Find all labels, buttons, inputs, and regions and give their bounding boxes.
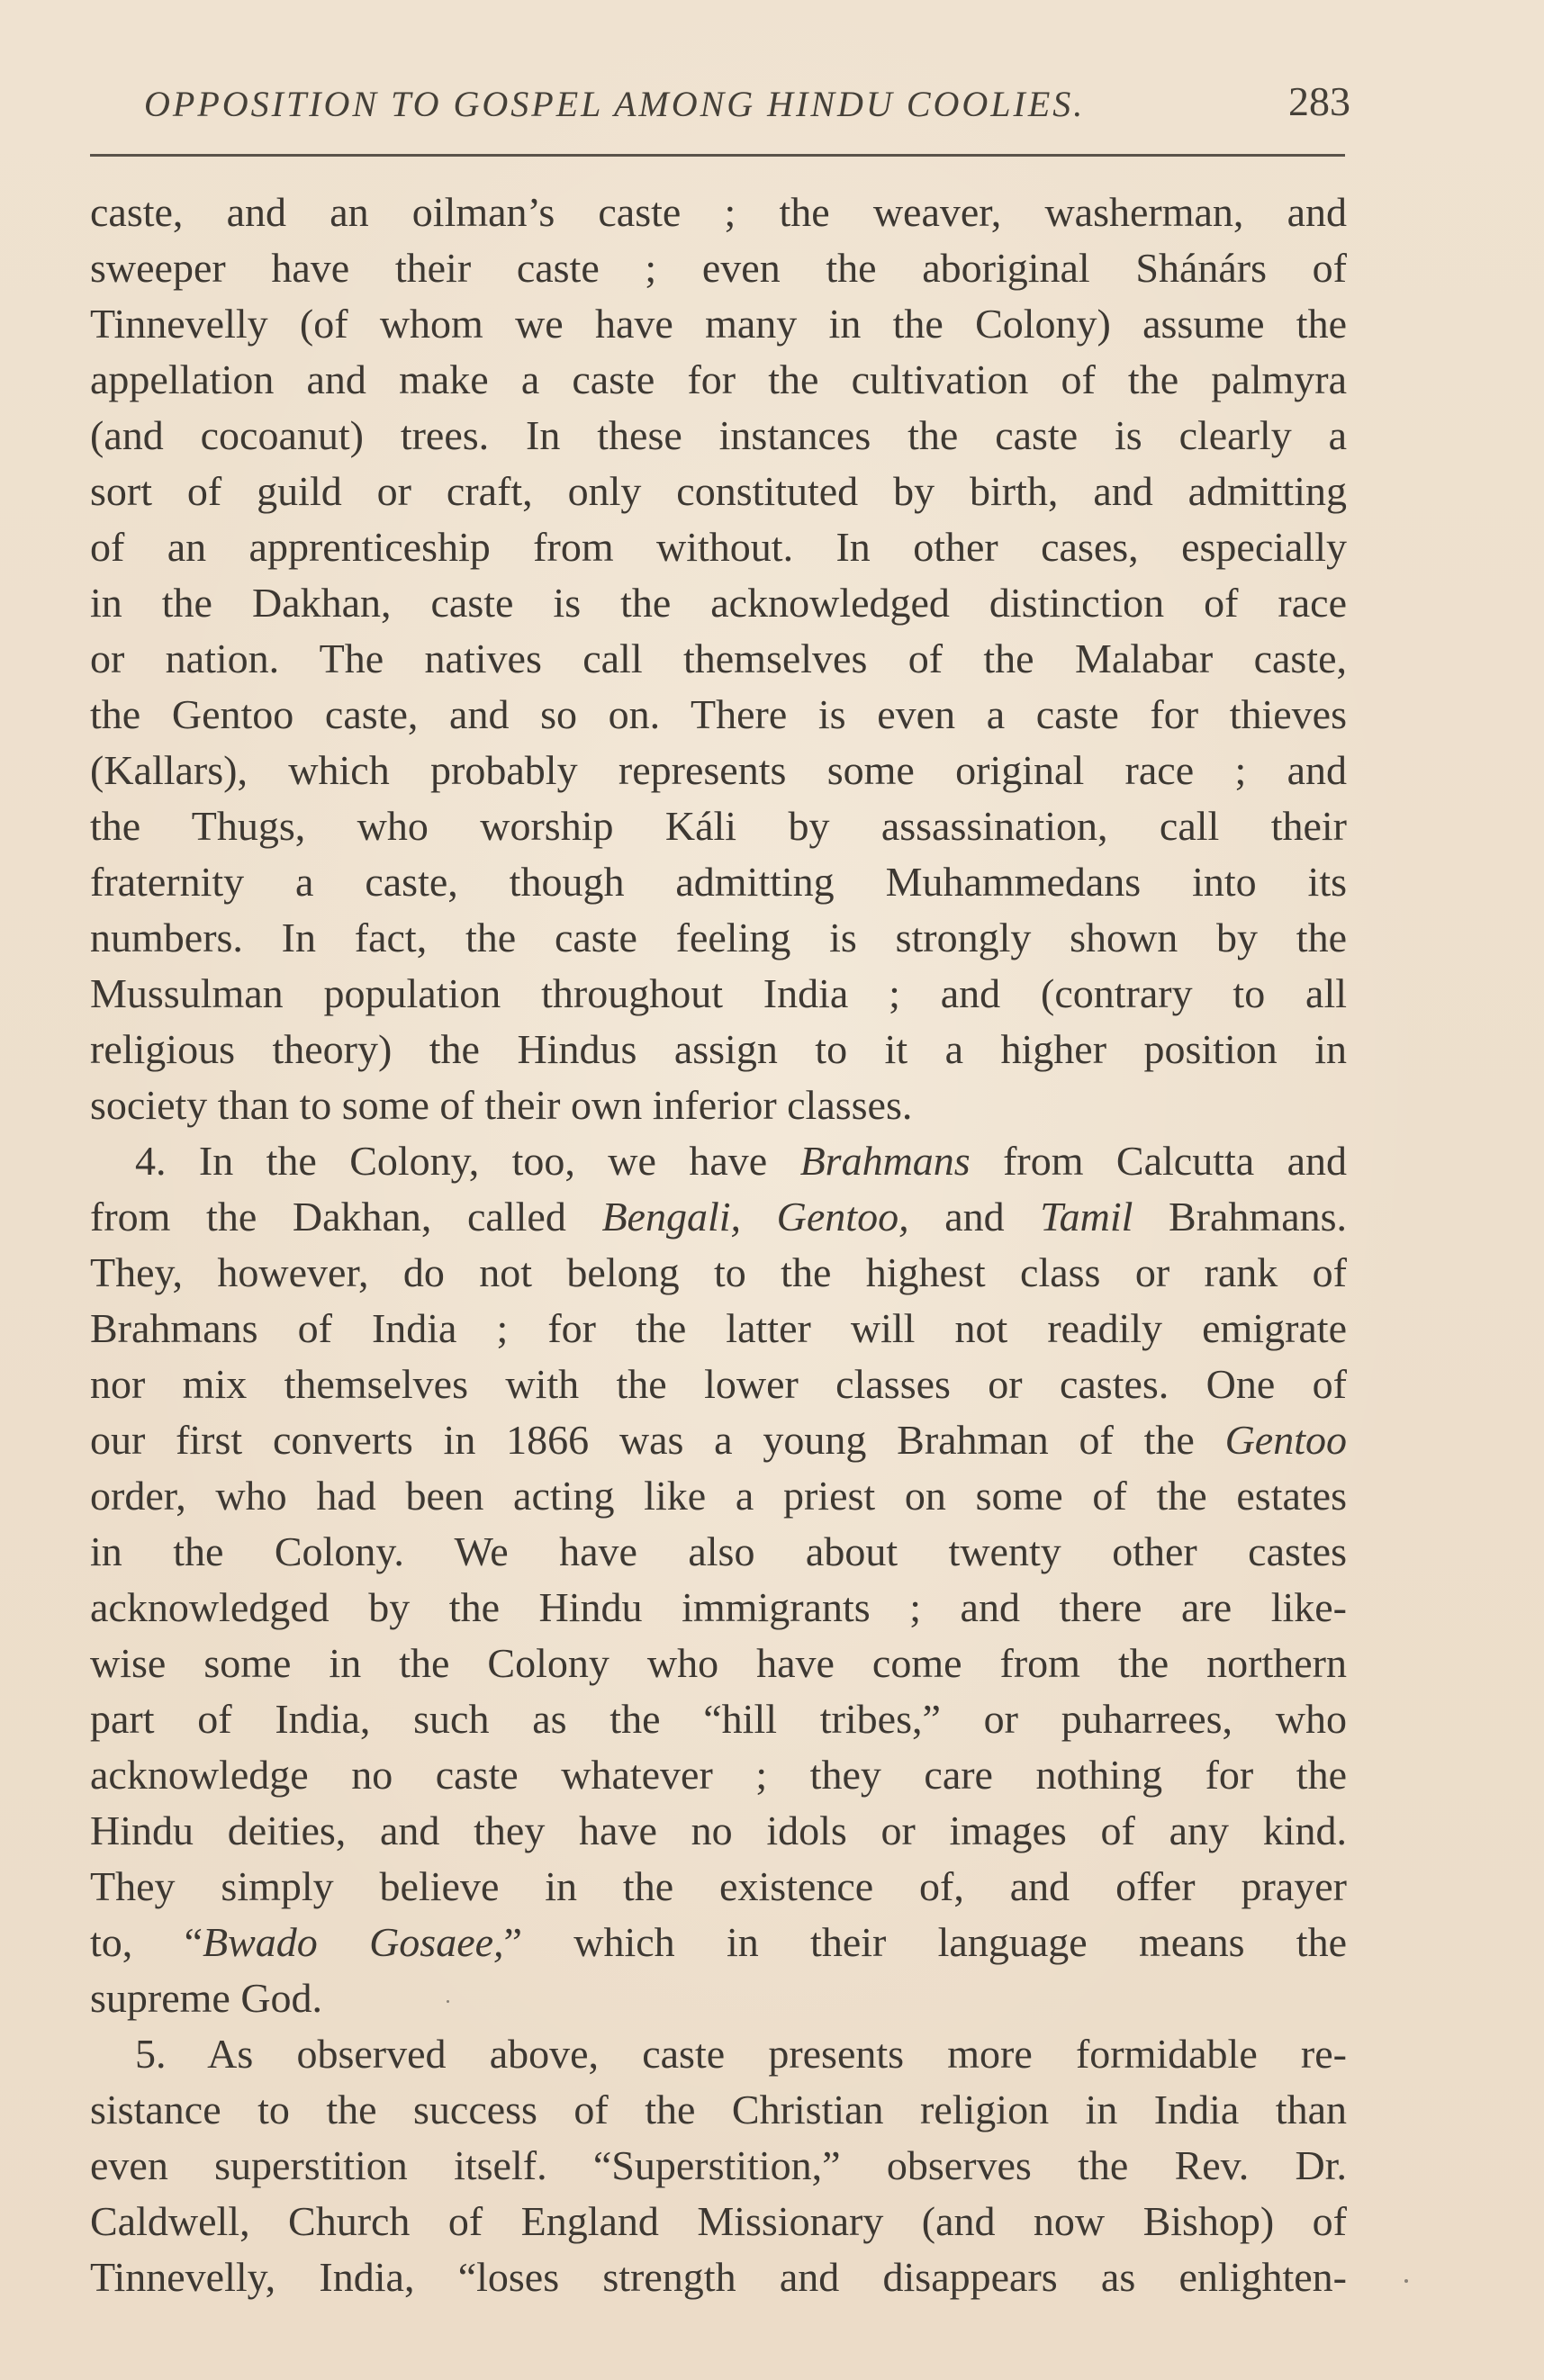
line-text: appellation and make a caste for the cultivation of the palmyra	[90, 356, 1347, 402]
text-line	[90, 464, 1347, 519]
text-line	[90, 1580, 1347, 1636]
line-text: Brahmans of India ; for the latter will not readily emigrate	[90, 1305, 1347, 1351]
line-text: acknowledge no caste whatever ; they care nothing for the	[90, 1752, 1347, 1798]
line-text: from the Dakhan, called	[90, 1194, 602, 1240]
text-line	[90, 1747, 1347, 1803]
header-rule	[90, 154, 1345, 157]
text-line	[90, 798, 1347, 854]
text-line	[90, 1915, 1347, 1970]
text-line	[90, 519, 1347, 575]
line-text: from Calcutta and	[970, 1138, 1347, 1184]
line-text: wise some in the Colony who have come from the northern	[90, 1640, 1347, 1686]
line-text: ” which in their language means the	[503, 1919, 1347, 1965]
text-line	[90, 854, 1347, 910]
italic-text: Tamil	[1040, 1194, 1133, 1240]
line-text: even superstition itself. “Superstition,” observes the Rev. Dr.	[90, 2142, 1347, 2188]
line-text: our first converts in 1866 was a young Brahman of the	[90, 1417, 1225, 1463]
line-text: or nation. The natives call themselves of the Malabar caste,	[90, 636, 1347, 681]
text-line	[90, 1357, 1347, 1412]
line-text: sistance to the success of the Christian religion in India than	[90, 2087, 1347, 2132]
running-head	[144, 78, 1350, 137]
line-text: (Kallars), which probably represents some original race ; and	[90, 747, 1347, 793]
text-line	[90, 1301, 1347, 1357]
text-line	[90, 1970, 1347, 2026]
text-line	[90, 1412, 1347, 1468]
line-text: fraternity a caste, though admitting Muhammedans into its	[90, 859, 1347, 905]
text-line	[90, 1189, 1347, 1245]
text-line	[90, 185, 1347, 240]
line-text: to, “	[90, 1919, 203, 1965]
text-line	[90, 296, 1347, 352]
line-text: and	[908, 1194, 1041, 1240]
line-text: the Thugs, who worship Káli by assassination, call their	[90, 803, 1347, 849]
line-text: Caldwell, Church of England Missionary (and now Bishop) of	[90, 2198, 1347, 2244]
italic-text: Bengali, Gentoo,	[601, 1194, 909, 1240]
text-line	[90, 687, 1347, 743]
line-text: nor mix themselves with the lower classes or castes. One of	[90, 1361, 1347, 1407]
text-line	[90, 2138, 1347, 2194]
line-text: the Gentoo caste, and so on. There is even a caste for thieves	[90, 691, 1347, 737]
line-text: Mussulman population throughout India ; and (contrary to all	[90, 970, 1347, 1016]
text-line	[90, 2194, 1347, 2249]
text-line	[90, 1803, 1347, 1859]
italic-text: Brahmans	[799, 1138, 971, 1184]
text-line	[90, 2249, 1347, 2305]
line-text: in the Colony. We have also about twenty other castes	[90, 1528, 1347, 1574]
paper-speck	[1404, 2279, 1408, 2283]
text-line	[90, 1859, 1347, 1915]
line-text: supreme God.	[90, 1975, 323, 2021]
running-head-title: OPPOSITION TO GOSPEL AMONG HINDU COOLIES.	[144, 84, 1086, 124]
text-line	[90, 1245, 1347, 1301]
text-line	[90, 1636, 1347, 1691]
line-text: numbers. In fact, the caste feeling is strongly shown by the	[90, 915, 1347, 960]
line-text: part of India, such as the “hill tribes,” or puharrees, who	[90, 1696, 1347, 1742]
text-line	[90, 910, 1347, 966]
text-line	[90, 240, 1347, 296]
italic-text: Gentoo	[1224, 1417, 1347, 1463]
line-text: acknowledged by the Hindu immigrants ; and there are like-	[90, 1584, 1347, 1630]
text-line	[90, 1468, 1347, 1524]
italic-text: Bwado Gosaee,	[203, 1919, 504, 1965]
text-line	[90, 1022, 1347, 1077]
line-text: They simply believe in the existence of, and offer prayer	[90, 1863, 1347, 1909]
text-line	[90, 352, 1347, 408]
text-line	[90, 966, 1347, 1022]
line-text: sweeper have their caste ; even the aboriginal Shánárs of	[90, 245, 1347, 291]
body-text	[90, 185, 1347, 2305]
line-text: Tinnevelly, India, “loses strength and disappears as enlighten-	[90, 2254, 1347, 2300]
line-text: religious theory) the Hindus assign to it a higher position in	[90, 1026, 1347, 1072]
text-line	[90, 2026, 1347, 2082]
line-text: of an apprenticeship from without. In other cases, especially	[90, 524, 1347, 570]
line-text: Brahmans.	[1133, 1194, 1348, 1240]
text-line	[90, 2082, 1347, 2138]
line-text: 4. In the Colony, too, we have	[135, 1138, 800, 1184]
text-line	[90, 1077, 1347, 1133]
line-text: in the Dakhan, caste is the acknowledged distinction of race	[90, 580, 1347, 626]
line-text: 5. As observed above, caste presents more formidable re-	[135, 2031, 1347, 2077]
line-text: Hindu deities, and they have no idols or images of any kind.	[90, 1808, 1347, 1853]
line-text: order, who had been acting like a priest on some of the estates	[90, 1473, 1347, 1519]
line-text: Tinnevelly (of whom we have many in the Colony) assume the	[90, 301, 1347, 347]
line-text: They, however, do not belong to the highest class or rank of	[90, 1249, 1347, 1295]
text-line	[90, 408, 1347, 464]
page-number: 283	[1288, 78, 1350, 124]
text-line	[90, 631, 1347, 687]
text-line	[90, 1133, 1347, 1189]
paper-speck	[447, 2000, 449, 2003]
text-line	[90, 743, 1347, 798]
line-text: society than to some of their own inferior classes.	[90, 1082, 913, 1128]
line-text: (and cocoanut) trees. In these instances the caste is clearly a	[90, 412, 1347, 458]
line-text: caste, and an oilman’s caste ; the weaver, washerman, and	[90, 189, 1347, 235]
line-text: sort of guild or craft, only constituted by birth, and admitting	[90, 468, 1347, 514]
text-line	[90, 1524, 1347, 1580]
text-line	[90, 575, 1347, 631]
text-line	[90, 1691, 1347, 1747]
